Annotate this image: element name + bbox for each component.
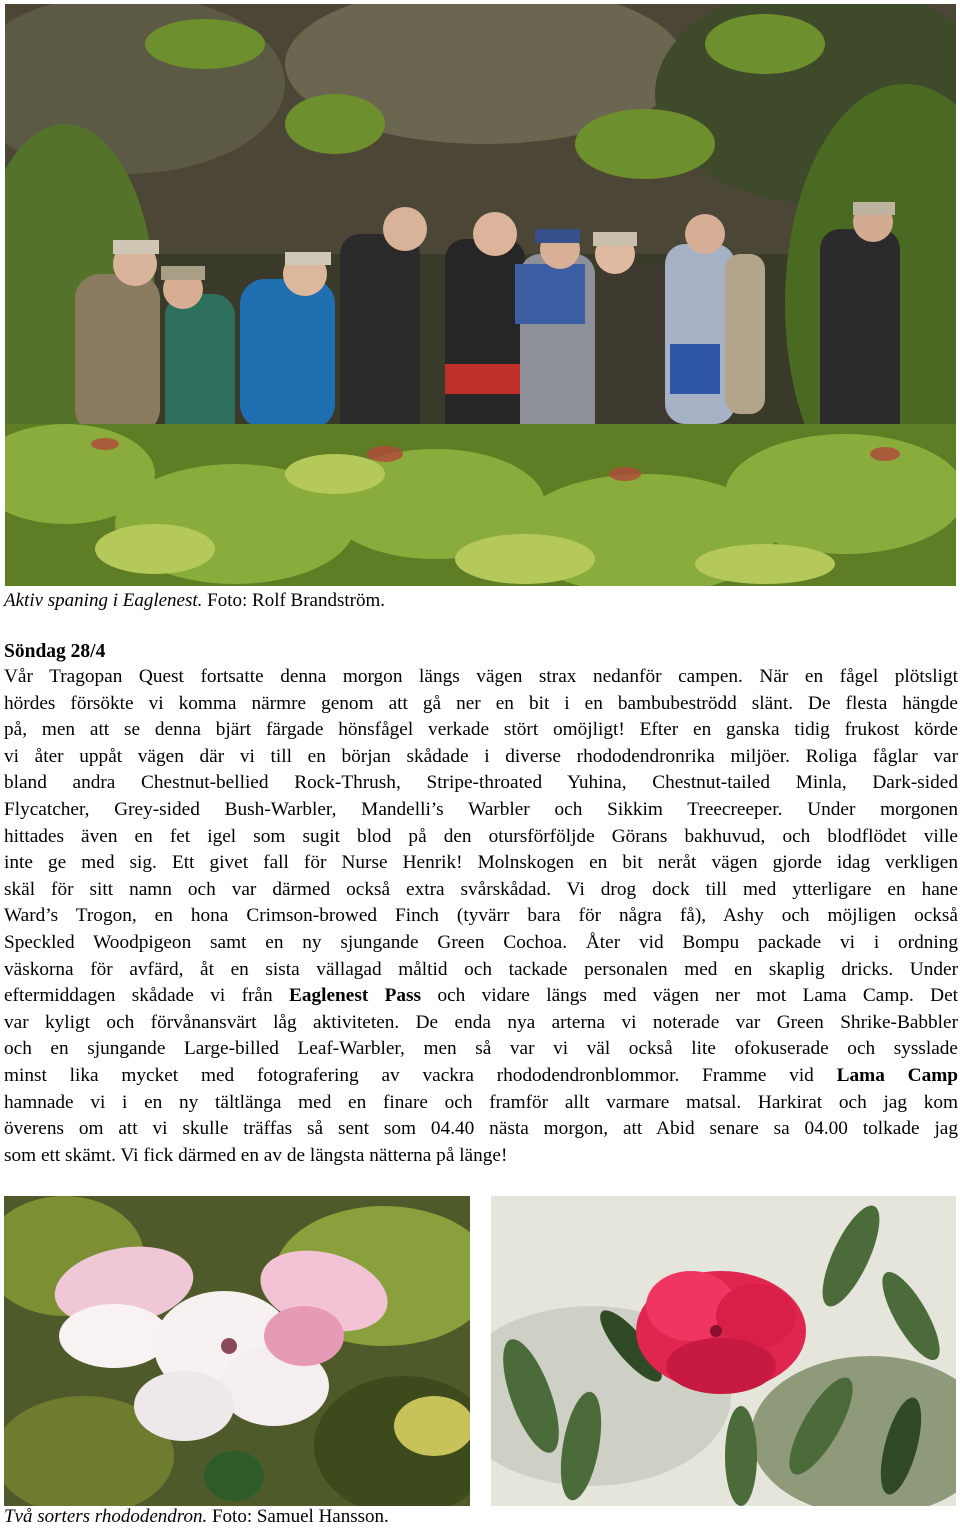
body-line [4, 983, 958, 1010]
place-name-bold: Eaglenest Pass [289, 985, 422, 1007]
body-line: och en sjungande Large-billed Leaf-Warbler, men så var vi väl också lite ofokuserade och sysslade [4, 1038, 958, 1060]
body-line: bland andra Chestnut-bellied Rock-Thrush, Stripe-throated Yuhina, Chestnut-tailed Minla, Dark-sided [4, 772, 958, 794]
body-line: Speckled Woodpigeon samt en ny sjungande Green Cochoa. Åter vid Bompu packade vi i ordning [4, 931, 958, 953]
photo-red-rhododendron [491, 1196, 956, 1506]
place-name-bold: Lama Camp [836, 1064, 959, 1086]
caption-text-italic: Aktiv spaning i Eaglenest. [4, 590, 203, 611]
body-line-text: minst lika mycket med fotografering av vackra rhododendronblommor. Framme vid [4, 1064, 837, 1086]
body-text [4, 664, 958, 1169]
body-line: var kyligt och förvånansvärt låg aktiviteten. De enda nya arterna vi noterade var Green Shrike-Babbler [4, 1011, 958, 1033]
body-line: skäl för sitt namn och var därmed också extra svårskådad. Vi drog dock till med ytterligare en hane [4, 878, 958, 900]
body-line: Vår Tragopan Quest fortsatte denna morgon längs vägen strax nedanför campen. När en fågel plötsligt [4, 666, 958, 687]
section-heading: Söndag 28/4 [4, 641, 106, 662]
body-line-text: och vidare längs med vägen ner mot Lama Camp. Det [421, 985, 959, 1007]
photo-caption-top [4, 590, 385, 612]
photo-credit: Foto: Samuel Hansson. [207, 1506, 389, 1527]
photo-birdwatching-group [5, 4, 956, 586]
caption-text-italic: Två sorters rhododendron. [4, 1506, 208, 1527]
body-line: överens om att vi skulle träffas så sent som 04.40 nästa morgon, att Abid senare sa 04.00 tolkade jag [4, 1118, 958, 1140]
body-line: väskorna för avfärd, åt en sista vällagad måltid och tackade personalen med en skaplig dricks. Under [4, 958, 958, 980]
photo-credit: Foto: Rolf Brandström. [202, 590, 386, 611]
photo-caption-bottom [4, 1506, 389, 1528]
body-line-text: eftermiddagen skådade vi från [4, 985, 289, 1007]
body-line: vi åter uppåt vägen där vi till en början skådade i diverse rhododendronrika miljöer. Roliga fåglar var [4, 745, 958, 767]
body-line: hamnade vi i en ny tältlänga med en finare och framför allt varmare matsal. Harkirat och jag kom [4, 1091, 958, 1113]
body-line: hittades även en fet igel som sugit blod på den otursförföljde Görans bakhuvud, och blodflödet ville [4, 825, 958, 847]
body-line: inte ge med sig. Ett givet fall för Nurse Henrik! Molnskogen en bit neråt vägen gjorde idag verkligen [4, 852, 958, 874]
body-line [4, 1063, 958, 1090]
photo-white-rhododendron [4, 1196, 470, 1506]
body-line: hördes försökte vi komma närmre genom att gå ner en bit i en bambubeströdd slänt. De flesta hängde [4, 692, 958, 714]
body-line: Ward’s Trogon, en hona Crimson-browed Finch (tyvärr bara för några få), Ashy och möjligen också [4, 905, 958, 927]
body-line: på, men att se denna bjärt färgade hönsfågel verkade stört omöjligt! Efter en ganska tidig frukost körde [4, 719, 958, 741]
body-line: Flycatcher, Grey-sided Bush-Warbler, Mandelli’s Warbler och Sikkim Treecreeper. Under morgonen [4, 798, 958, 820]
body-line: som ett skämt. Vi fick därmed en av de längsta nätterna på länge! [4, 1144, 508, 1166]
